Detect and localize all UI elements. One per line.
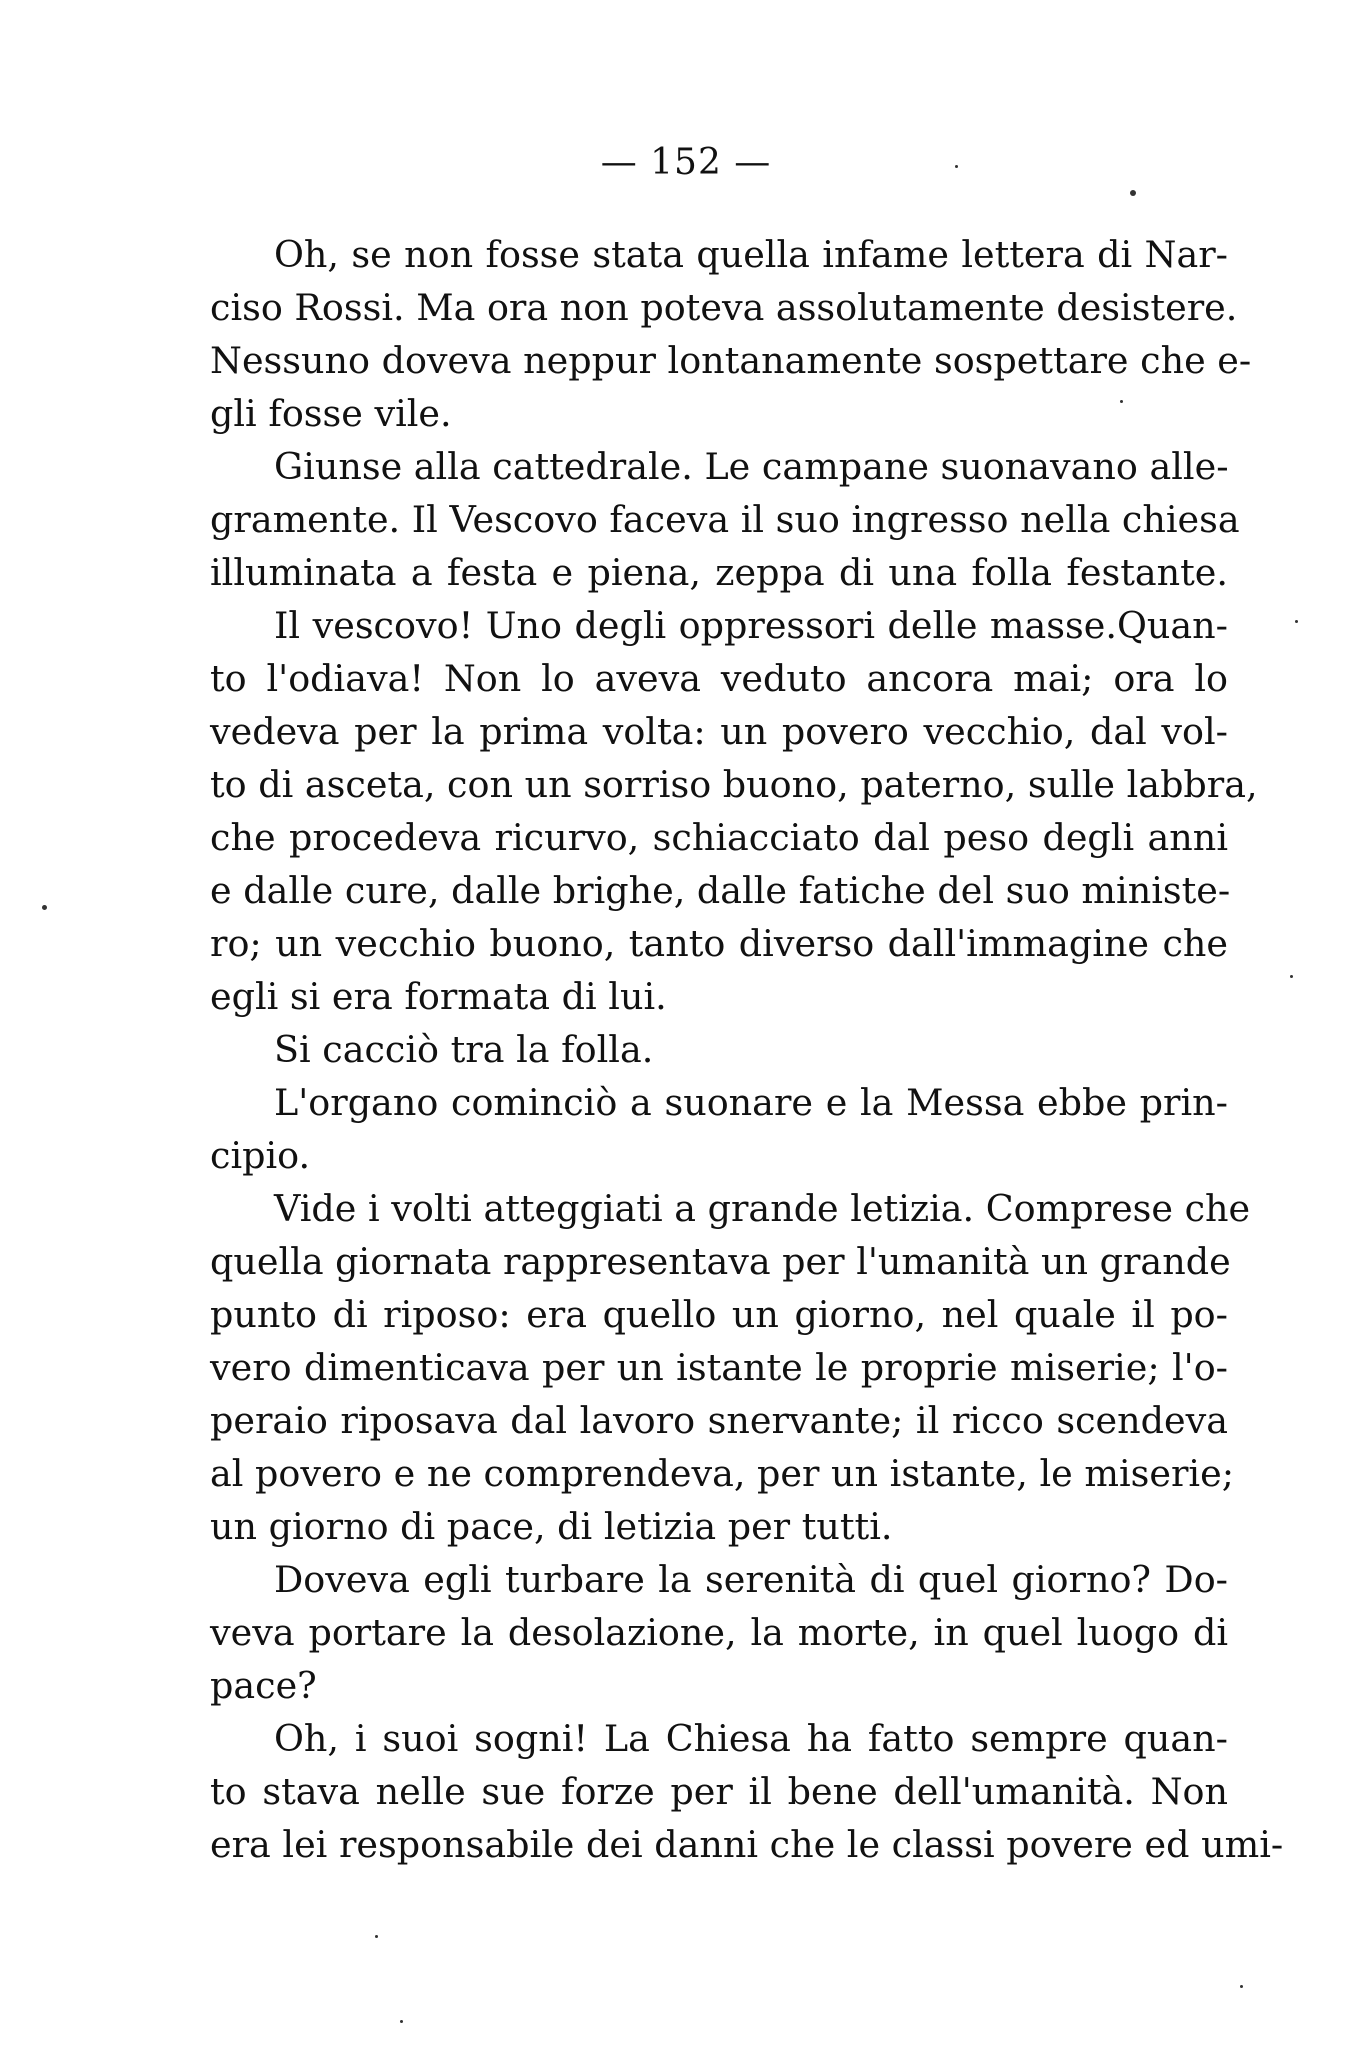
text-line: Il vescovo! Uno degli oppressori delle masse.Quan- xyxy=(274,604,1228,647)
text-line: un giorno di pace, di letizia per tutti. xyxy=(210,1505,893,1548)
text-line: to di asceta, con un sorriso buono, paterno, sulle labbra, xyxy=(210,763,1258,806)
scan-speck xyxy=(1130,190,1136,196)
scan-speck xyxy=(42,905,47,910)
page-number: — 152 — xyxy=(600,142,772,183)
scan-speck xyxy=(1295,620,1298,623)
text-line: Oh, se non fosse stata quella infame lettera di Nar- xyxy=(274,233,1228,276)
scan-speck xyxy=(1290,975,1293,978)
text-line: punto di riposo: era quello un giorno, nel quale il po- xyxy=(210,1293,1228,1336)
text-line: L'organo cominciò a suonare e la Messa ebbe prin- xyxy=(274,1081,1228,1124)
text-line: gramente. Il Vescovo faceva il suo ingresso nella chiesa xyxy=(210,498,1240,541)
text-line: Giunse alla cattedrale. Le campane suonavano alle- xyxy=(274,445,1229,488)
scan-speck xyxy=(375,1935,378,1938)
text-line: vedeva per la prima volta: un povero vecchio, dal vol- xyxy=(210,710,1228,753)
text-line: al povero e ne comprendeva, per un istante, le miserie; xyxy=(210,1452,1234,1495)
text-line: quella giornata rappresentava per l'umanità un grande xyxy=(210,1240,1231,1283)
text-line: ciso Rossi. Ma ora non poteva assolutamente desistere. xyxy=(210,286,1238,329)
text-line: to stava nelle sue forze per il bene dell'umanità. Non xyxy=(210,1770,1228,1813)
text-line: to l'odiava! Non lo aveva veduto ancora mai; ora lo xyxy=(210,657,1228,700)
body-text xyxy=(210,228,1284,1871)
text-line: egli si era formata di lui. xyxy=(210,975,667,1018)
text-line: vero dimenticava per un istante le proprie miserie; l'o- xyxy=(210,1346,1228,1389)
text-line: Doveva egli turbare la serenità di quel giorno? Do- xyxy=(274,1558,1228,1601)
text-line: illuminata a festa e piena, zeppa di una folla festante. xyxy=(210,551,1228,594)
text-line: Nessuno doveva neppur lontanamente sospettare che e- xyxy=(210,339,1252,382)
scan-speck xyxy=(1240,1985,1243,1988)
scan-speck xyxy=(955,165,958,168)
text-line: veva portare la desolazione, la morte, in quel luogo di xyxy=(210,1611,1228,1654)
text-line: Oh, i suoi sogni! La Chiesa ha fatto sempre quan- xyxy=(274,1717,1228,1760)
text-line: che procedeva ricurvo, schiacciato dal peso degli anni xyxy=(210,816,1228,859)
text-line: era lei responsabile dei danni che le classi povere ed umi- xyxy=(210,1823,1284,1866)
text-line: peraio riposava dal lavoro snervante; il ricco scendeva xyxy=(210,1399,1228,1442)
text-line: ro; un vecchio buono, tanto diverso dall'immagine che xyxy=(210,922,1228,965)
text-line: pace? xyxy=(210,1664,317,1707)
text-line: Si cacciò tra la folla. xyxy=(274,1028,654,1071)
text-line: e dalle cure, dalle brighe, dalle fatiche del suo ministe- xyxy=(210,869,1231,912)
text-line: gli fosse vile. xyxy=(210,392,452,435)
text-line: cipio. xyxy=(210,1134,311,1177)
text-line: Vide i volti atteggiati a grande letizia. Comprese che xyxy=(274,1187,1251,1230)
scan-speck xyxy=(1120,400,1123,403)
scan-speck xyxy=(400,2020,403,2023)
